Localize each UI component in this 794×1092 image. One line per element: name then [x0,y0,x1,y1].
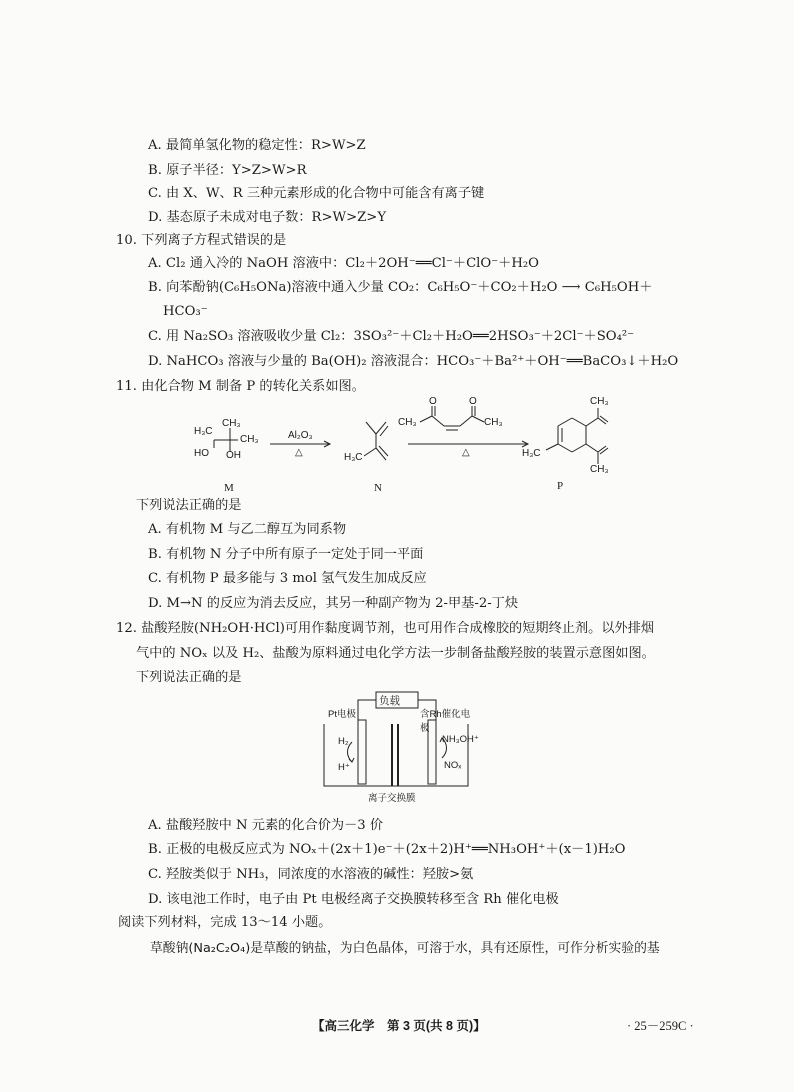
q10-option-d: D. NaHCO₃ 溶液与少量的 Ba(OH)₂ 溶液混合：HCO₃⁻＋Ba²⁺＋OH⁻══BaCO₃↓＋H₂O [148,354,679,369]
label-n: N [374,482,382,494]
q11-option-a: A. 有机物 M 与乙二醇互为同系物 [148,522,347,537]
m-h3c-top: H₃C [194,426,213,437]
q10-option-c: C. 用 Na₂SO₃ 溶液吸收少量 Cl₂：3SO₃²⁻＋Cl₂＋H₂O══2HSO₃⁻＋2Cl⁻＋SO₄²⁻ [148,329,635,344]
q12-option-a: A. 盐酸羟胺中 N 元素的化合价为－3 价 [148,818,384,833]
m-ch3-right: CH₃ [240,434,259,445]
passage-line: 草酸钠(Na₂C₂O₄)是草酸的钠盐，为白色晶体，可溶于水，具有还原性，可作分析实验的基 [150,941,660,956]
q11-option-b: B. 有机物 N 分子中所有原子一定处于同一平面 [148,547,424,562]
q9-option-c: C. 由 X、W、R 三种元素形成的化合物中可能含有离子键 [148,186,485,201]
footer-title: 【高三化学 第 3 页(共 8 页)】 [312,1019,486,1033]
dione-ch3-left: CH₃ [398,417,417,428]
n-h3c: H₃C [344,452,363,463]
footer-code: · 25－259C · [627,1019,694,1033]
m-ho: HO [194,448,209,459]
p-ch3-bottom: CH₃ [590,464,609,475]
nox-label: NOₓ [444,760,462,771]
m-ch3-top: CH₃ [222,418,241,429]
q9-option-b: B. 原子半径：Y>Z>W>R [148,163,307,178]
p-ch3-top: CH₃ [590,396,609,407]
q10-option-b: B. 向苯酚钠(C₆H₅ONa)溶液中通入少量 CO₂：C₆H₅O⁻＋CO₂＋H₂O ⟶ C₆H₅OH＋ [148,280,653,295]
q12-sub: 下列说法正确的是 [136,670,242,685]
heat-symbol-1: △ [295,447,303,458]
membrane-label: 离子交换膜 [368,793,416,804]
q9-option-a: A. 最简单氢化物的稳定性：R>W>Z [148,138,366,153]
q9-option-d: D. 基态原子未成对电子数：R>W>Z>Y [148,210,387,225]
m-oh: OH [226,450,241,461]
electrolysis-diagram [318,690,478,810]
reaction-scheme [180,396,640,500]
q11-sub: 下列说法正确的是 [136,498,242,513]
pt-electrode-label: Pt电极 [328,709,356,720]
dione-o1: O [429,396,437,407]
nh3oh-label: NH₃OH⁺ [442,734,479,745]
h2-label: H₂ [338,736,349,747]
label-p: P [557,480,564,492]
q11-option-d: D. M→N 的反应为消去反应，其另一种副产物为 2-甲基-2-丁炔 [148,596,519,611]
q12-stem-2: 气中的 NOₓ 以及 H₂、盐酸为原料通过电化学方法一步制备盐酸羟胺的装置示意图如图。 [136,646,655,661]
hplus-label: H⁺ [338,762,350,773]
dione-o2: O [469,396,477,407]
q10-option-a: A. Cl₂ 通入冷的 NaOH 溶液中：Cl₂＋2OH⁻══Cl⁻＋ClO⁻＋H₂O [148,256,539,271]
label-m: M [224,482,234,494]
q11-stem: 11. 由化合物 M 制备 P 的转化关系如图。 [116,379,365,394]
q12-option-b: B. 正极的电极反应式为 NOₓ＋(2x＋1)e⁻＋(2x＋2)H⁺══NH₃OH⁺＋(x－1)H₂O [148,842,626,857]
q12-option-d: D. 该电池工作时，电子由 Pt 电极经离子交换膜转移至含 Rh 催化电极 [148,892,559,907]
dione-ch3-right: CH₃ [484,417,503,428]
q10-stem: 10. 下列离子方程式错误的是 [116,233,287,248]
reagent-al2o3: Al₂O₃ [288,430,313,441]
heat-symbol-2: △ [462,447,470,458]
rh-electrode-label: 含Rh催化电极 [420,709,471,734]
reading-instruction: 阅读下列材料，完成 13～14 小题。 [118,915,332,930]
p-h3c: H₃C [522,448,541,459]
q10-option-b-cont: HCO₃⁻ [163,304,208,319]
q12-stem-1: 12. 盐酸羟胺(NH₂OH·HCl)可用作黏度调节剂，也可用作合成橡胶的短期终止剂。以外排烟 [116,621,655,636]
load-box-label: 负载 [379,695,400,707]
q11-option-c: C. 有机物 P 最多能与 3 mol 氢气发生加成反应 [148,571,427,586]
reaction-scheme-bonds [180,400,640,500]
q12-option-c: C. 羟胺类似于 NH₃，同浓度的水溶液的碱性：羟胺>氨 [148,867,474,882]
